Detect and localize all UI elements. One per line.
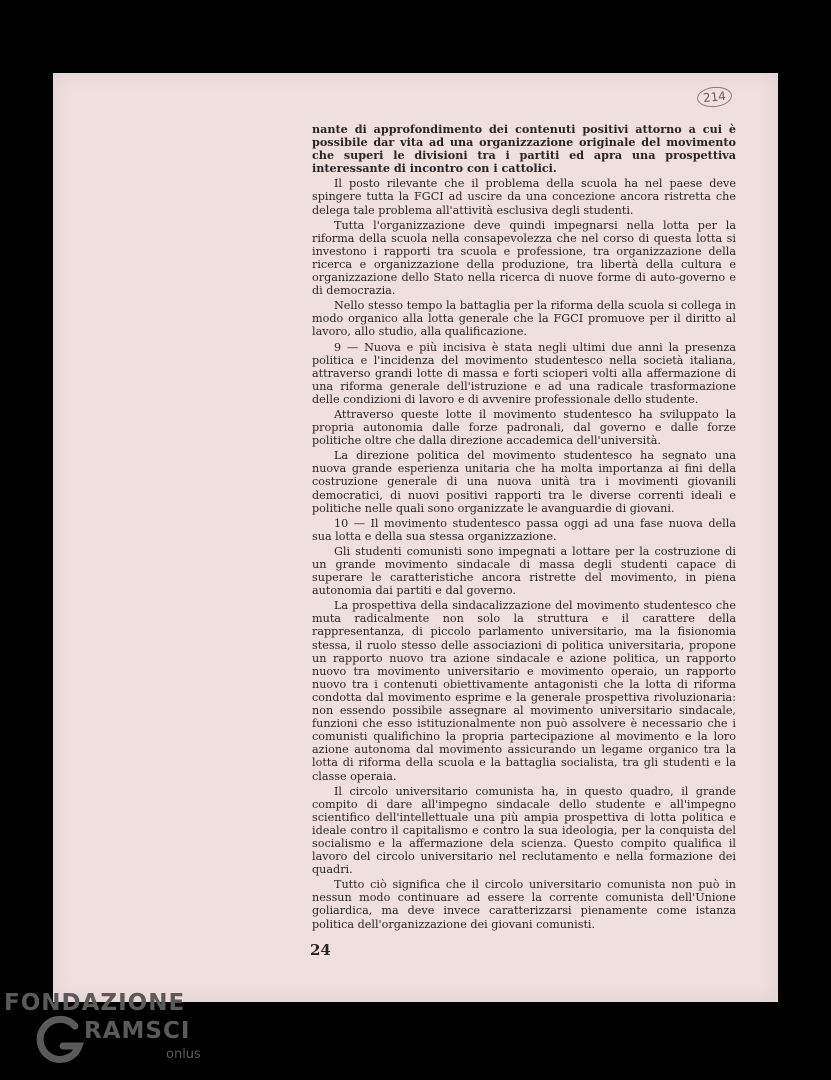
document-page xyxy=(53,73,778,1002)
paragraph: Gli studenti comunisti sono impegnati a lottare per la costruzione di un grande movimento sindacale di massa degli studenti capace di superare le caratteristiche ancora ristrette del movimento, in piena autonomia dai partiti e dal governo. xyxy=(312,544,736,598)
watermark-logo xyxy=(4,990,224,1070)
paragraph: Il circolo universitario comunista ha, in questo quadro, il grande compito di dare all'impegno sindacale dello studente e all'impegno scientifico dell'intellettuale una più ampia prospettiva di lotta politica e ideale contro il capitalismo e contro la sua ideologia, per la conquista del socialismo e la affermazione dela scienza. Questo compito qualifica il lavoro del circolo universitario nel reclutamento e nella formazione dei quadri. xyxy=(312,784,736,877)
watermark-line3: onlus xyxy=(166,1047,201,1062)
paragraph: La direzione politica del movimento studentesco ha segnato una nuova grande esperienza unitaria che ha molta importanza ai fini della costruzione generale di una nuova unità tra i movimenti giovanili democratici, di nuovi positivi rapporti tra le diverse correnti ideali e politiche nelle quali sono organizzate le avanguardie di giovani. xyxy=(312,449,736,515)
paragraph: Il posto rilevante che il problema della scuola ha nel paese deve spingere tutta la FGCI ad uscire da una concezione ancora ristretta che delega tale problema all'attività esclusiva degli studenti. xyxy=(312,177,736,217)
page-stamp: 214 xyxy=(696,85,733,109)
paragraph: Tutta l'organizzazione deve quindi impegnarsi nella lotta per la riforma della scuola nella consapevolezza che nel corso di questa lotta si investono i rapporti tra scuola e professione, tra organizzazione della ricerca e organizzazione della produzione, tra libertà della cultura e organizzazione dello Stato nella ricerca di nuove forme di auto-governo e di democrazia. xyxy=(312,218,736,298)
paragraph: La prospettiva della sindacalizzazione del movimento studentesco che muta radicalmente non solo la struttura e il carattere della rappresentanza, di piccolo parlamento universitario, ma la fisionomia stessa, il ruolo stesso delle associazioni di politica universitaria, propone un rapporto nuovo tra azione sindacale e azione politica, un rapporto nuovo tra movimento universitario e movimento operaio, un rapporto nuovo tra i contenuti obiettivamente antagonisti che la lotta di riforma condotta dal movimento esprime e la generale prospettiva rivoluzionaria: non essendo possibile assegnare al movimento universitario sindacale, funzioni che esso istituzionalmente non può assolvere è necessario che i comunisti qualifichino la propria partecipazione al movimento e la loro azione autonoma dal movimento assicurando un legame organico tra la lotta di riforma della scuola e la battaglia socialista, tra gli studenti e la classe operaia. xyxy=(312,599,736,783)
g-logo-icon xyxy=(35,1014,87,1066)
watermark-line2: RAMSCI xyxy=(84,1018,191,1044)
paragraph: Nello stesso tempo la battaglia per la riforma della scuola si collega in modo organico alla lotta generale che la FGCI promuove per il diritto al lavoro, allo studio, alla qualificazione. xyxy=(312,299,736,339)
paragraph: 10 — Il movimento studentesco passa oggi ad una fase nuova della sua lotta e della sua stessa organizzazione. xyxy=(312,516,736,543)
watermark-line1: FONDAZIONE xyxy=(4,990,186,1016)
paragraph: 9 — Nuova e più incisiva è stata negli ultimi due anni la presenza politica e l'incidenza del movimento studentesco nella società italiana, attraverso grandi lotte di massa e forti scioperi volti alla affermazione di una riforma generale dell'istruzione e ad una radicale trasformazione delle condizioni di lavoro e di avvenire professionale dello studente. xyxy=(312,340,736,406)
paragraph: nante di approfondimento dei contenuti positivi attorno a cui è possibile dar vita ad una organizzazione originale del movimento che superi le divisioni tra i partiti ed apra una prospettiva interessante di incontro con i cattolici. xyxy=(312,122,736,176)
paragraph: Tutto ciò significa che il circolo universitario comunista non può in nessun modo continuare ad essere la corrente comunista dell'Unione goliardica, ma deve invece caratterizzarsi pienamente come istanza politica dell'organizzazione dei giovani comunisti. xyxy=(312,878,736,931)
text-column xyxy=(312,123,736,931)
paragraph: Attraverso queste lotte il movimento studentesco ha sviluppato la propria autonomia dalle forze padronali, dal governo e dalle forze politiche oltre che dalla direzione accademica dell'università. xyxy=(312,407,736,448)
page-number: 24 xyxy=(310,941,331,959)
